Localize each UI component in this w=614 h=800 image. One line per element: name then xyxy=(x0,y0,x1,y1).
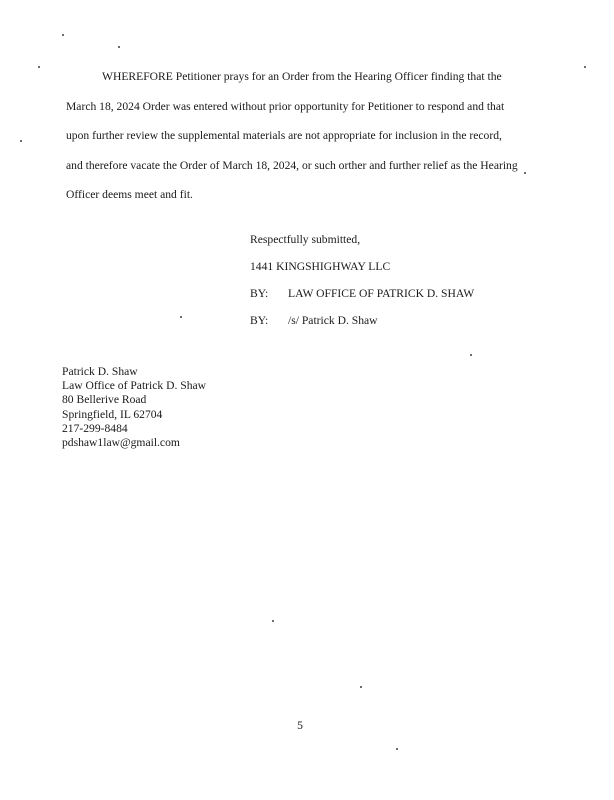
scan-speck xyxy=(396,748,398,750)
scan-speck xyxy=(20,140,22,142)
scan-speck xyxy=(180,316,182,318)
signature-party: 1441 KINGSHIGHWAY LLC xyxy=(250,260,391,273)
paragraph-line-text: WHEREFORE Petitioner prays for an Order from the Hearing Officer finding that the xyxy=(102,70,502,83)
by-attorney-value: /s/ Patrick D. Shaw xyxy=(288,314,378,327)
signature-block xyxy=(250,226,570,334)
paragraph-line: upon further review the supplemental materials are not appropriate for inclusion in the record, xyxy=(66,129,502,143)
scan-speck xyxy=(524,172,526,174)
attorney-name: Patrick D. Shaw xyxy=(62,365,138,378)
by-label: BY: xyxy=(250,287,269,300)
scan-speck xyxy=(118,46,120,48)
attorney-firm: Law Office of Patrick D. Shaw xyxy=(62,379,207,393)
scan-speck xyxy=(38,66,40,68)
attorney-email: pdshaw1law@gmail.com xyxy=(62,436,180,450)
by-label: BY: xyxy=(250,314,269,327)
signature-by-attorney xyxy=(250,307,570,334)
signature-closing: Respectfully submitted, xyxy=(250,233,361,246)
paragraph-line: Officer deems meet and fit. xyxy=(66,188,193,202)
scan-speck xyxy=(360,686,362,688)
signature-by-firm xyxy=(250,280,570,307)
scan-speck xyxy=(470,354,472,356)
paragraph-line: March 18, 2024 Order was entered without prior opportunity for Petitioner to respond and that xyxy=(66,99,505,113)
by-firm-value: LAW OFFICE OF PATRICK D. SHAW xyxy=(288,287,475,300)
attorney-city: Springfield, IL 62704 xyxy=(62,407,163,421)
scan-speck xyxy=(62,34,64,36)
wherefore-paragraph xyxy=(66,62,556,210)
scan-speck xyxy=(584,66,586,68)
paragraph-line: and therefore vacate the Order of March 18, 2024, or such orther and further relief as the Hearing xyxy=(66,158,518,172)
page-number: 5 xyxy=(297,719,303,732)
attorney-street: 80 Bellerive Road xyxy=(62,393,147,407)
attorney-phone: 217-299-8484 xyxy=(62,421,128,435)
attorney-address-block xyxy=(62,365,206,450)
scan-speck xyxy=(272,620,274,622)
paragraph-line xyxy=(66,62,556,92)
